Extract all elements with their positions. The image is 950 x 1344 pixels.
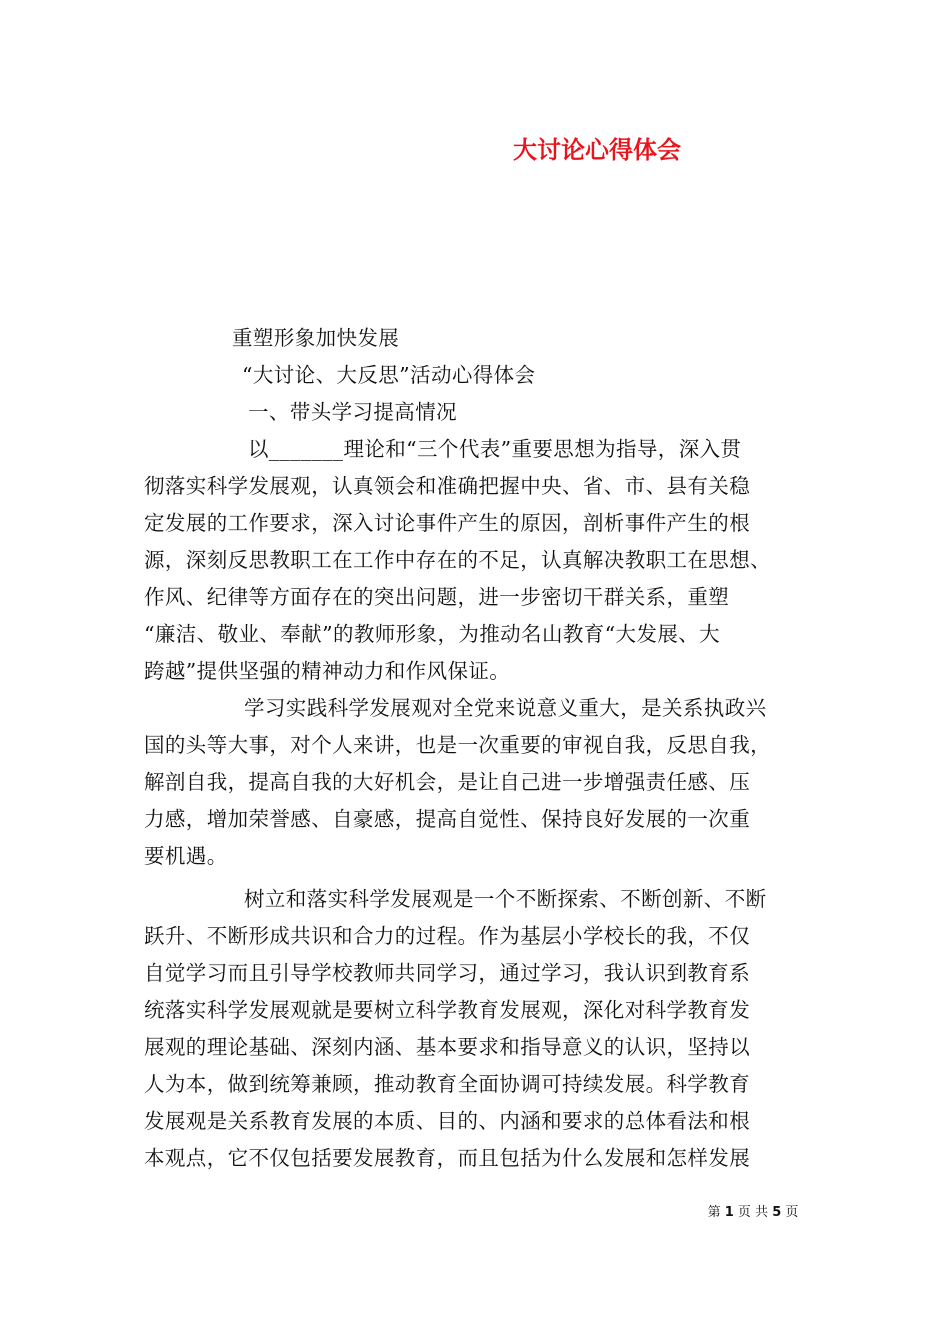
- paragraph-2: [144, 690, 808, 875]
- paragraph-line: 人为本，做到统筹兼顾，推动教育全面协调可持续发展。科学教育: [144, 1072, 751, 1096]
- paragraph-line: 统落实科学发展观就是要树立科学教育发展观，深化对科学教育发: [144, 998, 751, 1022]
- paragraph-line: 作风、纪律等方面存在的突出问题，进一步密切干群关系，重塑: [144, 585, 730, 609]
- paragraph-line: 学习实践科学发展观对全党来说意义重大，是关系执政兴: [244, 696, 767, 720]
- footer-prefix: 第: [707, 1205, 721, 1220]
- paragraph-line: 跃升、不断形成共识和合力的过程。作为基层小学校长的我，不仅: [144, 924, 751, 948]
- paragraph-line: 本观点，它不仅包括要发展教育，而且包括为什么发展和怎样发展: [144, 1146, 751, 1170]
- paragraph-3: [144, 881, 808, 1177]
- heading-reshape-image: 重塑形象加快发展: [232, 326, 400, 350]
- paragraph-line: 力感，增加荣誉感、自豪感，提高自觉性、保持良好发展的一次重: [144, 807, 751, 831]
- paragraph-line: 发展观是关系教育发展的本质、目的、内涵和要求的总体看法和根: [144, 1109, 751, 1133]
- page-footer: [0, 1203, 950, 1223]
- footer-suffix: 页: [785, 1205, 799, 1220]
- heading-activity-experience: “大讨论、大反思”活动心得体会: [242, 363, 536, 387]
- document-title: 大讨论心得体会: [513, 135, 681, 164]
- document-body: [144, 320, 808, 1177]
- paragraph-line: 国的头等大事，对个人来讲，也是一次重要的审视自我，反思自我，: [144, 733, 771, 757]
- paragraph-line: 树立和落实科学发展观是一个不断探索、不断创新、不断: [244, 887, 767, 911]
- paragraph-line: 彻落实科学发展观，认真领会和准确把握中央、省、市、县有关稳: [144, 474, 751, 498]
- paragraph-line: 解剖自我，提高自我的大好机会，是让自己进一步增强责任感、压: [144, 770, 751, 794]
- paragraph-line: 要机遇。: [144, 844, 228, 868]
- footer-page-number: 1: [724, 1205, 734, 1220]
- paragraph-line: 自觉学习而且引导学校教师共同学习，通过学习，我认识到教育系: [144, 961, 751, 985]
- section-heading-1: 一、带头学习提高情况: [248, 400, 457, 424]
- paragraph-line: 以_______理论和“三个代表”重要思想为指导，深入贯: [248, 437, 742, 461]
- footer-total-pages: 5: [772, 1205, 782, 1220]
- paragraph-line: 跨越”提供坚强的精神动力和作风保证。: [144, 659, 511, 683]
- paragraph-line: 定发展的工作要求，深入讨论事件产生的原因，剖析事件产生的根: [144, 511, 751, 535]
- paragraph-line: “廉洁、敬业、奉献”的教师形象，为推动名山教育“大发展、大: [144, 622, 721, 646]
- paragraph-line: 源，深刻反思教职工在工作中存在的不足，认真解决教职工在思想、: [144, 548, 771, 572]
- paragraph-1: [144, 431, 808, 690]
- footer-middle: 页 共: [737, 1205, 769, 1220]
- paragraph-line: 展观的理论基础、深刻内涵、基本要求和指导意义的认识，坚持以: [144, 1035, 751, 1059]
